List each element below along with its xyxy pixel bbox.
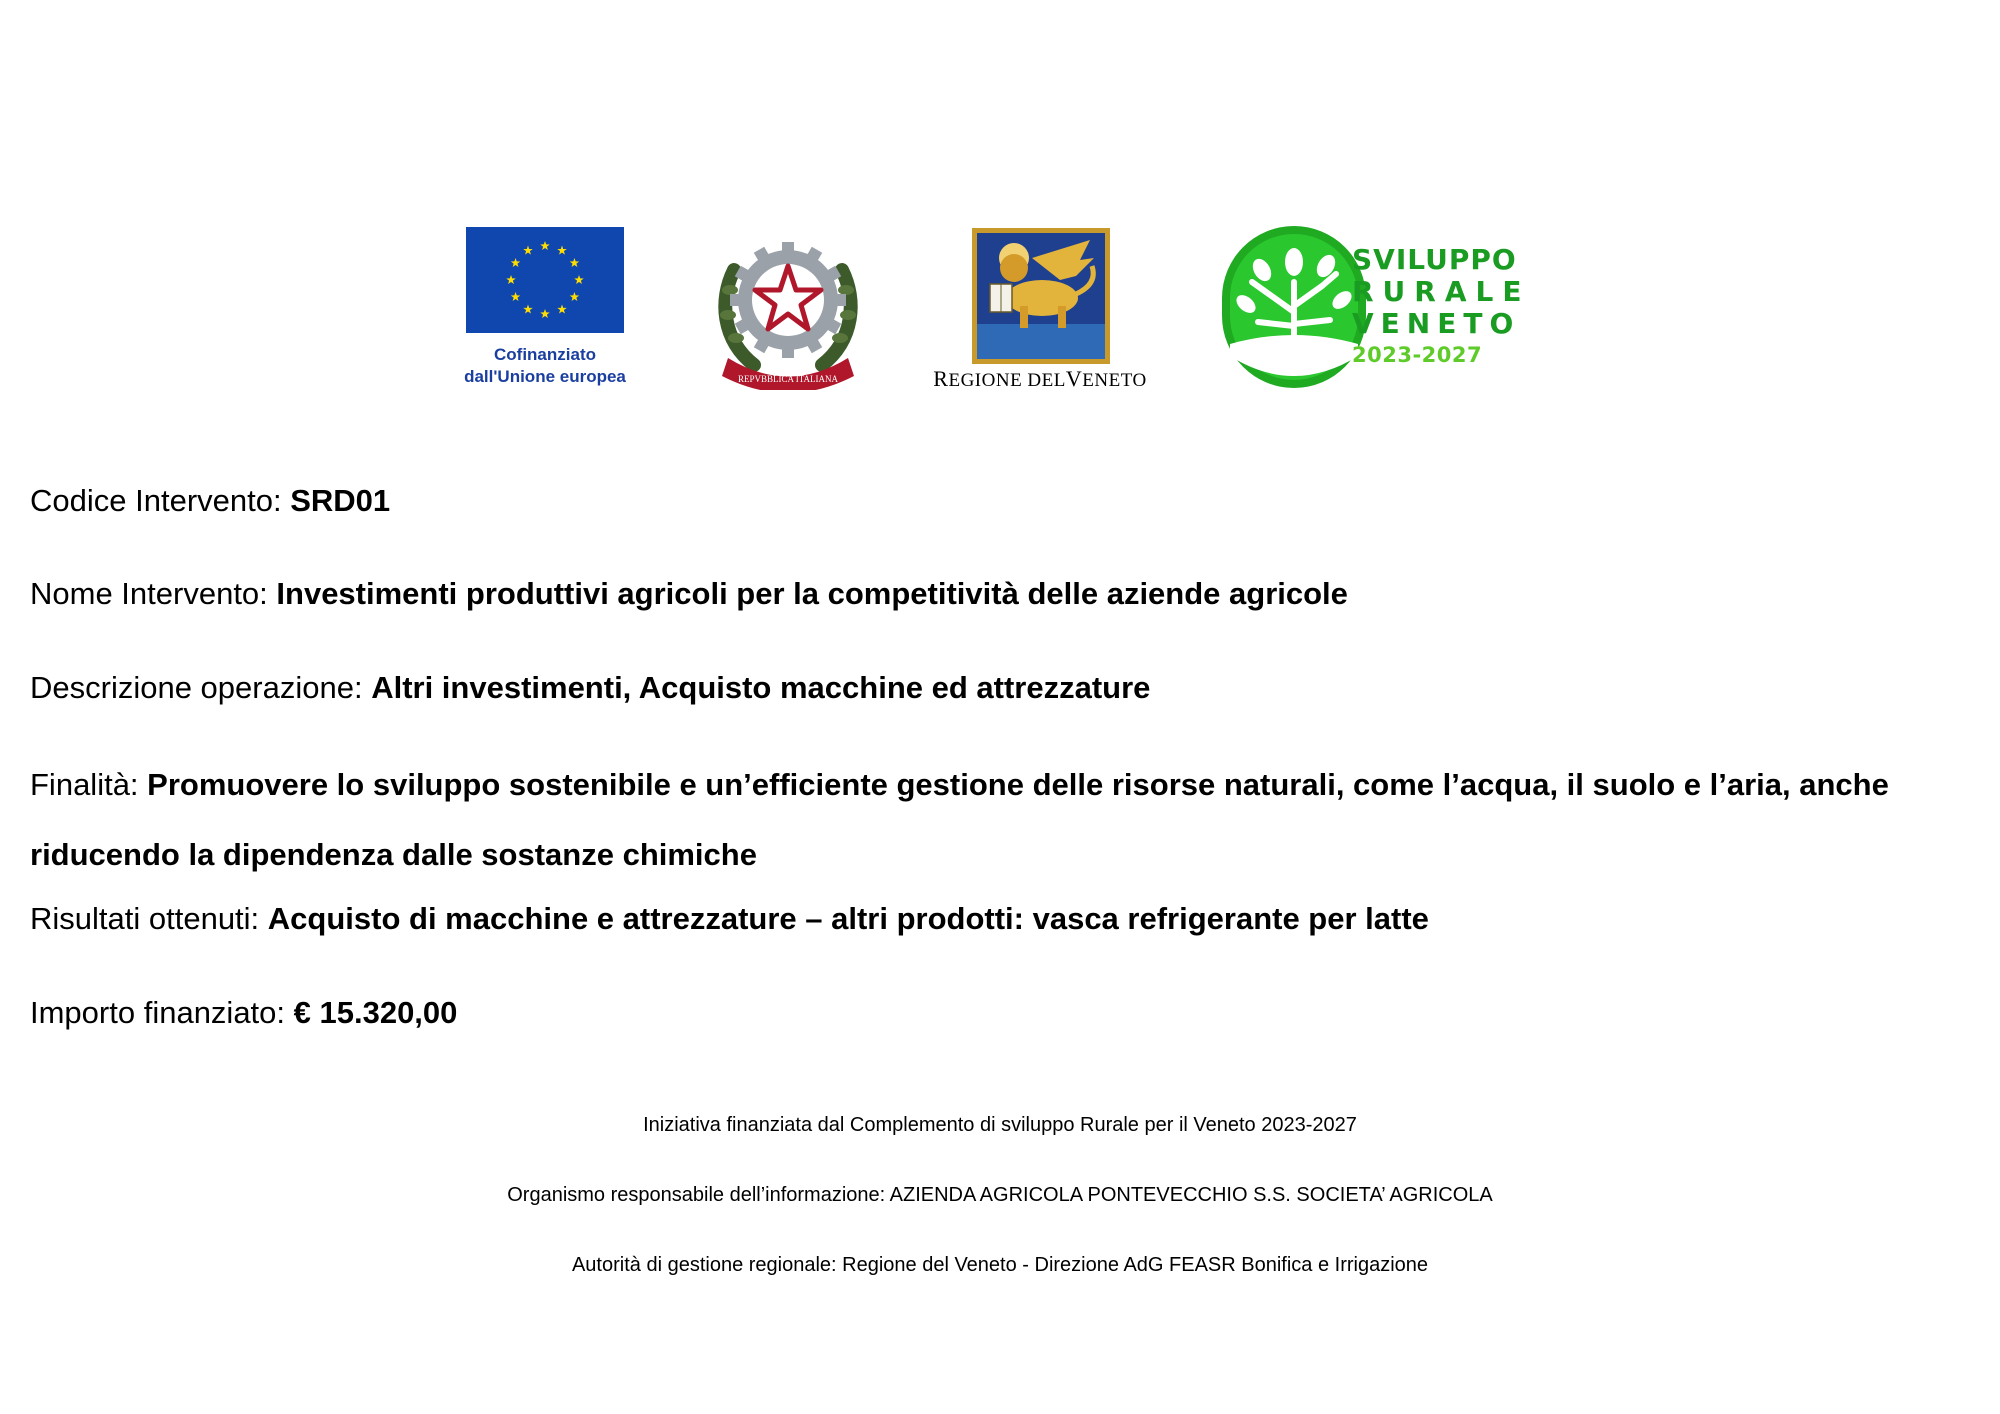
eu-caption-line1: Cofinanziato xyxy=(494,345,596,364)
veneto-caption-v: V xyxy=(1065,366,1083,391)
srv-line2: RURALE xyxy=(1352,275,1531,308)
field-nome-label: Nome Intervento: xyxy=(30,576,277,611)
veneto-caption-egione: EGIONE DEL xyxy=(948,370,1066,391)
field-codice-label: Codice Intervento: xyxy=(30,483,291,518)
italian-republic-emblem-icon xyxy=(714,230,862,390)
veneto-caption-eneto: ENETO xyxy=(1082,370,1147,391)
field-risultati-value: Acquisto di macchine e attrezzature – altri prodotti: vasca refrigerante per latte xyxy=(267,901,1429,936)
emblem-ribbon-text: REPVBBLICA ITALIANA xyxy=(737,374,839,384)
veneto-caption-r: R xyxy=(933,366,949,391)
veneto-caption xyxy=(930,366,1150,392)
eu-caption xyxy=(440,344,650,388)
srv-text xyxy=(1352,244,1532,370)
srv-line4: 2023-2027 xyxy=(1352,343,1483,367)
field-descrizione-label: Descrizione operazione: xyxy=(30,670,372,705)
field-importo-value: € 15.320,00 xyxy=(293,995,458,1030)
field-importo-label: Importo finanziato: xyxy=(30,995,294,1030)
eu-caption-line2: dall'Unione europea xyxy=(464,367,626,386)
field-nome xyxy=(30,572,1348,616)
field-nome-value: Investimenti produttivi agricoli per la competitività delle aziende agricole xyxy=(276,576,1348,611)
lion-of-saint-mark-icon xyxy=(972,228,1110,364)
footer-line2: Organismo responsabile dell’informazione: AZIENDA AGRICOLA PONTEVECCHIO S.S. SOCIETA’ AGRICOLA xyxy=(507,1184,1493,1206)
field-finalita-value: Promuovere lo sviluppo sostenibile e un’efficiente gestione delle risorse naturali, come l’acqua, il suolo e l’aria, anche riducendo la dipendenza dalle sostanze chimiche xyxy=(30,767,1889,872)
tree-icon xyxy=(1222,226,1366,388)
eu-flag-icon xyxy=(466,227,624,333)
footer-line3: Autorità di gestione regionale: Regione del Veneto - Direzione AdG FEASR Bonifica e Irrigazione xyxy=(571,1254,1429,1276)
field-finalita xyxy=(30,750,1990,890)
field-codice-value: SRD01 xyxy=(290,483,391,518)
field-risultati xyxy=(30,897,1429,941)
srv-line1: SVILUPPO xyxy=(1352,243,1517,276)
srv-line3: VENETO xyxy=(1352,307,1521,340)
field-descrizione xyxy=(30,666,1150,710)
field-finalita-label: Finalità: xyxy=(30,767,148,802)
field-codice xyxy=(30,479,390,523)
footer-line1: Iniziativa finanziata dal Complemento di sviluppo Rurale per il Veneto 2023-2027 xyxy=(643,1114,1357,1136)
field-importo xyxy=(30,991,457,1035)
field-risultati-label: Risultati ottenuti: xyxy=(30,901,268,936)
field-descrizione-value: Altri investimenti, Acquisto macchine ed attrezzature xyxy=(371,670,1151,705)
